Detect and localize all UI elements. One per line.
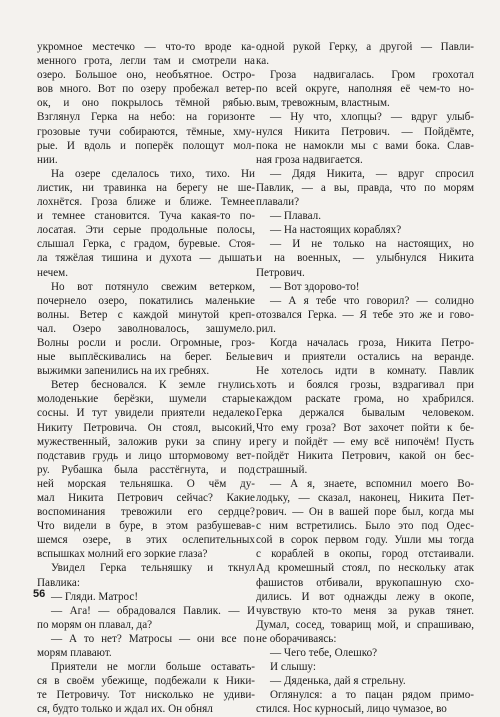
text-line: грозовые тучи собираются, тёмные, хму- [37,125,255,138]
text-line: Когда началась гроза, Никита Петро- [270,336,474,349]
text-line: воспоминания тревожили его сердце? [37,506,255,519]
text-line: Оглянулся: а то пацан рядом примо- [270,689,474,702]
text-line: каждом раскате грома, но храбрился. [256,393,474,406]
text-line: чувствую кто-то меня за рукав тянет. [256,604,474,617]
text-line: вов много. Вот по озеру пробежал ветер- [37,83,255,96]
text-line: Никиту Петровича. Он стоял, высокий, [37,421,255,434]
text-line: почернело озеро, покатились маленькие [37,294,255,307]
text-line: Приятели не могли больше оставать- [51,661,255,674]
paragraph [256,646,474,660]
paragraph [37,632,255,660]
paragraph [256,68,474,110]
text-line: сой в сорок первом году. Ушли мы тогда [256,534,474,547]
text-line: вспышках молний его зоркие глаза? [37,548,208,561]
text-line: нии. [37,153,58,166]
text-line: страшный. [256,463,308,476]
text-line: фашистов отбивали, врукопашную схо- [256,576,474,589]
text-line: лохнётся. Гроза ближе и ближе. Темнее [37,196,255,209]
text-line: — А я тебе что говорил? — солидно [270,294,474,307]
text-line: нулся Никита Петрович. — Пойдёмте, [256,125,474,138]
text-line: по морям он плавал, да? [37,618,153,631]
right-text-column [256,40,474,717]
text-line: сосны. И тут увидели приятели недалеко [37,407,255,420]
text-line: ней морская тельняшка. О чём ду- [37,477,255,490]
text-line: Не хотелось идти в комнату. Павлик [256,365,474,378]
text-line: те Петровичу. Тот нисколько не удиви- [37,689,255,702]
text-line: одной рукой Герку, а другой — Павли- [256,41,474,53]
text-line: Волны росли и росли. Огромные, гроз- [37,336,255,349]
text-line: Павлик, — а вы, правда, что по морям [256,181,474,194]
paragraph [256,660,474,674]
paragraph [256,688,474,716]
text-line: ка. [256,55,269,68]
text-line: плавали? [256,196,300,209]
text-line: — Гляди. Матрос! [51,590,139,603]
text-line: ные выплёскивались на берег. Белые [37,351,255,364]
text-line: не оборачиваясь: [256,632,337,645]
paragraph [37,378,255,561]
text-line: — Дяденька, дай я стрельну. [270,675,406,688]
text-line: ок, и оно покрылось тёмной рябью. [37,97,255,110]
text-line: — Дядя Никита, — вдруг спросил [270,167,474,180]
text-line: стился. Нос курносый, лицо чумазое, во [256,703,447,716]
text-line: слышал Герка, с градом, буревые. Стоя- [37,238,255,251]
text-line: — А то нет? Матросы — они все по [51,632,255,645]
text-line: менного грота, легли там и смотрели на [37,55,255,68]
text-line: Павлика: [37,576,80,589]
text-line: — Чего тебе, Олешко? [270,647,378,660]
text-line: по всей округе, наполняя её чем-то но- [256,83,474,96]
paragraph [256,336,474,477]
text-line: шемся озере, в этих ослепительных [37,534,255,547]
text-line: лосатая. Эти серые продольные полосы, [37,224,255,237]
text-line: — Вот здорово-то! [270,280,360,293]
text-line: пойдёт Никита Петрович, какой он бес- [256,449,474,462]
text-line: рович. — Он в вашей поре был, когда мы [256,506,474,519]
paragraph [37,590,255,604]
text-line: И слышу: [270,661,316,674]
text-line: — На настоящих кораблях? [270,224,402,237]
paragraph [256,280,474,294]
text-line: ся в своём убежище, подбежали к Ники- [37,675,255,688]
text-line: хоть и боялся грозы, вздрагивал при [256,379,474,392]
text-line: Что ему гроза? Вот захочет пойти к бе- [256,421,474,434]
text-line: Думал, сосед, товарищ мой, и спрашиваю, [256,618,474,631]
text-line: регу и пойдёт — ему всё нипочём! Пусть [256,435,474,448]
text-line: — А я, знаете, вспомнил моего Во- [270,477,474,490]
paragraph [256,209,474,223]
text-line: рил. [256,322,276,335]
text-line: лодьку, — сказал, наконец, Никита Пет- [256,492,474,504]
paragraph [256,674,474,688]
text-line: ла тяжёлая тишина и духота — дышать [37,252,255,265]
text-line: вым, тревожным, властным. [256,97,390,110]
text-line: молоденькие берёзки, шумели старые [37,393,255,406]
text-line: — Ну что, хлопцы? — вдруг улыб- [270,111,474,124]
paragraph [256,40,474,68]
paragraph [37,604,255,632]
text-line: укромное местечко — что-то вроде ка- [37,41,255,53]
text-line: отозвался Герка. — Я тебе это же и гово- [256,308,474,321]
text-line: и темнее становится. Туча какая-то по- [37,210,255,223]
text-line: Увидел Герка тельняшку и ткнул [51,562,255,575]
text-line: с ним встретились. Было это под Одес- [256,520,474,533]
text-line: ся, будто только и ждал их. Он обнял [37,703,213,716]
text-line: с кораблей в окопы, город отстаивали. [256,548,474,561]
text-line: ру. Рубашка была расстёгнута, и под [37,463,255,476]
left-text-column [37,40,255,717]
text-line: — Плавал. [270,210,321,223]
text-line: Что видели в буре, в этом разбушевав- [37,520,255,533]
paragraph [256,477,474,646]
text-line: — И не только на настоящих, но [270,238,474,251]
paragraph [37,40,255,167]
text-line: мал Никита Петрович сейчас? Какие [37,492,255,504]
paragraph [37,660,255,716]
text-line: вич и приятели остались на веранде. [256,351,474,364]
paragraph [256,294,474,336]
text-line: волны. Ветер с каждой минутой креп- [37,308,255,321]
paragraph [256,167,474,209]
text-line: морям плавают. [37,647,112,660]
text-line: Герка держался бывалым человеком. [256,407,474,420]
text-line: выжимки запенились на их гребнях. [37,365,210,378]
text-line: Петрович. [256,266,305,279]
text-line: Ад кромешный стоял, по нескольку атак [256,562,474,575]
text-line: пока не намокли мы с вами бока. Слав- [256,139,474,152]
text-line: и на военных, — улыбнулся Никита [256,252,474,265]
text-line: чал. Озеро заволновалось, зашумело. [37,322,255,335]
paragraph [256,110,474,166]
text-line: Взглянул Герка на небо: на горизонте [37,111,255,124]
paragraph [37,167,255,280]
text-line: Но вот потянуло свежим ветерком, [51,280,255,293]
text-line: ная гроза надвигается. [256,153,363,166]
paragraph [256,223,474,237]
text-line: озеро. Большое оно, необъятное. Остро- [37,69,255,82]
text-line: подставив грудь и лицо штормовому вет- [37,449,255,462]
text-line: рые. И вдоль и поперёк полощут мол- [37,139,255,152]
paragraph [37,561,255,589]
paragraph [37,280,255,379]
text-line: Гроза надвигалась. Гром грохотал [270,69,474,82]
text-line: Ветер бесновался. К земле гнулись [51,379,255,392]
text-line: листик, ни травинка на берегу не ше- [37,181,255,194]
text-line: дились. И вот однажды лежу в окопе, [256,590,474,603]
page-number: 56 [33,588,46,600]
text-line: мужественный, заложив руки за спину и [37,435,255,448]
text-line: На озере сделалось тихо, тихо. Ни [51,167,255,180]
text-line: нечем. [37,266,69,279]
text-line: — Ага! — обрадовался Павлик. — И [51,604,255,617]
paragraph [256,237,474,279]
